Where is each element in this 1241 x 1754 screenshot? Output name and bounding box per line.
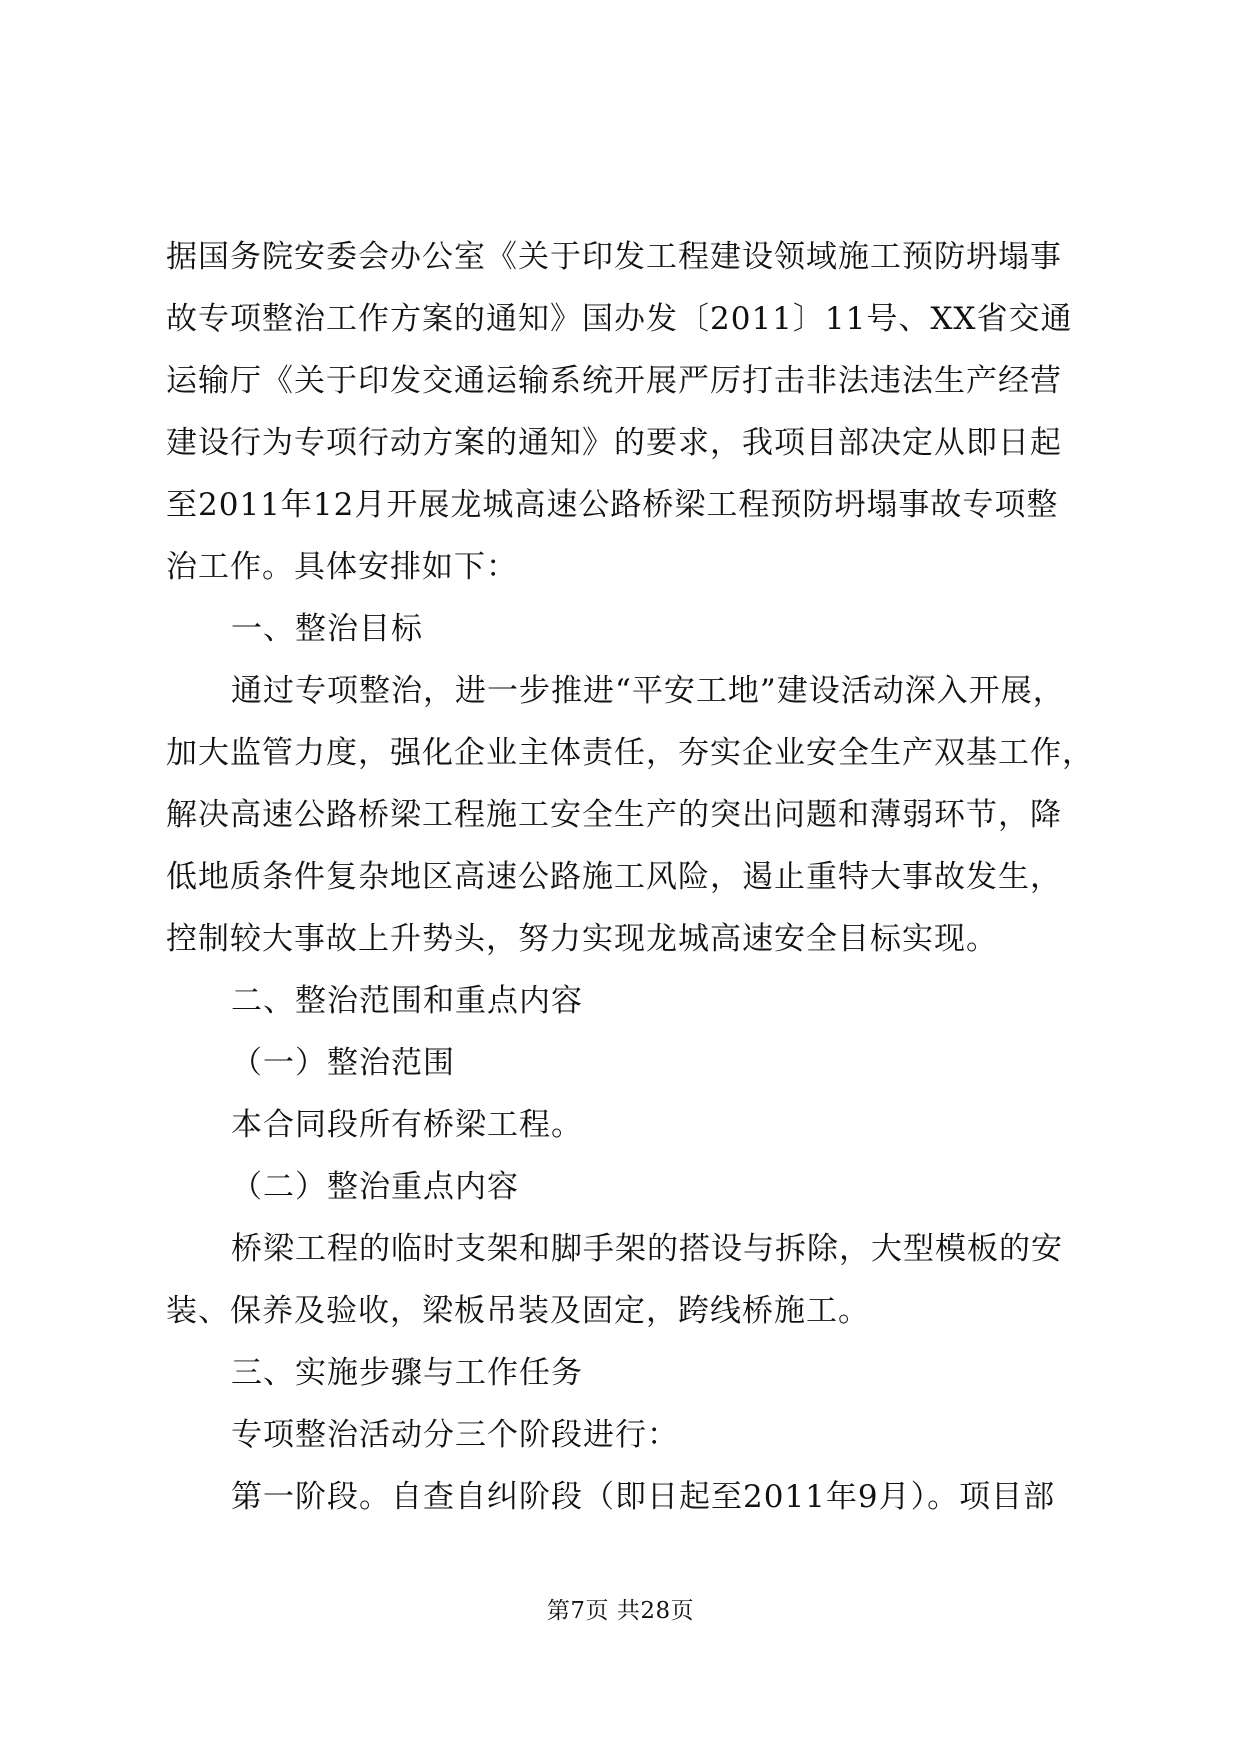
paragraph-line: 第一阶段。自查自纠阶段（即日起至2011年9月）。项目部 — [231, 1479, 1056, 1515]
paragraph-line: 装、保养及验收，梁板吊装及固定，跨线桥施工。 — [166, 1293, 870, 1329]
section-heading: 二、整治范围和重点内容 — [231, 983, 583, 1019]
paragraph-line: 至2011年12月开展龙城高速公路桥梁工程预防坍塌事故专项整 — [166, 487, 1059, 523]
paragraph-line: 加大监管力度，强化企业主体责任，夯实企业安全生产双基工作， — [166, 735, 1094, 771]
paragraph-line: 本合同段所有桥梁工程。 — [231, 1107, 583, 1143]
section-heading: 三、实施步骤与工作任务 — [231, 1355, 583, 1391]
paragraph-line: 据国务院安委会办公室《关于印发工程建设领域施工预防坍塌事 — [166, 239, 1062, 275]
paragraph-line: 运输厅《关于印发交通运输系统开展严厉打击非法违法生产经营 — [166, 363, 1062, 399]
paragraph-line: 通过专项整治，进一步推进“平安工地”建设活动深入开展， — [231, 673, 1065, 709]
paragraph-line: 故专项整治工作方案的通知》国办发〔2011〕11号、XX省交通 — [166, 301, 1073, 337]
page-number-footer: 第7页 共28页 — [546, 1598, 695, 1624]
paragraph-line: 低地质条件复杂地区高速公路施工风险，遏止重特大事故发生， — [166, 859, 1062, 895]
paragraph-line: 解决高速公路桥梁工程施工安全生产的突出问题和薄弱环节，降 — [166, 797, 1062, 833]
paragraph-line: 治工作。具体安排如下： — [166, 549, 518, 585]
paragraph-line: 建设行为专项行动方案的通知》的要求，我项目部决定从即日起 — [166, 425, 1062, 461]
paragraph-line: 专项整治活动分三个阶段进行： — [231, 1417, 679, 1453]
document-body — [166, 226, 1094, 1528]
section-heading: 一、整治目标 — [231, 611, 423, 647]
paragraph-line: 桥梁工程的临时支架和脚手架的搭设与拆除，大型模板的安 — [231, 1231, 1063, 1267]
subsection-heading: （二）整治重点内容 — [231, 1169, 519, 1205]
subsection-heading: （一）整治范围 — [231, 1045, 455, 1081]
paragraph-line: 控制较大事故上升势头，努力实现龙城高速安全目标实现。 — [166, 921, 998, 957]
